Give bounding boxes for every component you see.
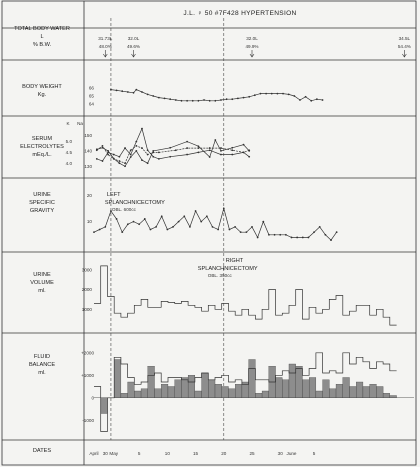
electrolyte-third-point: [186, 147, 188, 149]
electrolytes-axis-header: Na: [77, 121, 83, 126]
specific-gravity-point: [183, 215, 185, 217]
potassium-point: [118, 156, 120, 158]
tbw-percent-label: 48.0%: [98, 44, 112, 49]
balance-bar: [383, 393, 390, 398]
weight-point: [152, 95, 154, 97]
weight-point: [288, 94, 290, 96]
balance-bar: [208, 380, 215, 398]
specific-gravity-point: [178, 221, 180, 223]
weight-point: [276, 93, 278, 95]
panel-label: mEq./L.: [32, 152, 52, 158]
panel-label: SERUM: [31, 136, 53, 142]
potassium-point: [231, 154, 233, 156]
balance-bar: [296, 366, 303, 398]
sodium-point: [135, 150, 137, 152]
potassium-point: [248, 156, 250, 158]
sodium-point: [209, 156, 211, 158]
weight-point: [147, 94, 149, 96]
tbw-value-label: 34.5L: [398, 36, 411, 41]
potassium-point: [186, 154, 188, 156]
event-sublabel: OBL. 350cc: [207, 273, 232, 278]
weight-point: [305, 96, 307, 98]
balance-bar: [363, 387, 370, 398]
weight-point: [192, 100, 194, 102]
balance-bar: [282, 380, 289, 398]
weight-point: [282, 93, 284, 95]
balance-bar: [309, 378, 316, 398]
potassium-point: [102, 160, 104, 162]
panel-label: BODY WEIGHT: [22, 84, 62, 90]
electrolyte-third-point: [220, 147, 222, 149]
panel-label: L: [40, 34, 44, 40]
potassium-tick-label: 4.0: [65, 160, 72, 166]
panel-label: GRAVITY: [29, 208, 55, 214]
weight-point: [316, 98, 318, 100]
panel-label: ml.: [38, 288, 46, 294]
electrolyte-third-point: [124, 162, 126, 164]
potassium-point: [197, 152, 199, 154]
specific-gravity-point: [229, 229, 231, 231]
date-tick-label: April: [89, 451, 99, 456]
balance-bar: [215, 384, 222, 398]
balance-bar: [390, 396, 397, 398]
specific-gravity-point: [262, 221, 264, 223]
potassium-point: [147, 149, 149, 151]
specific-gravity-point: [161, 215, 163, 217]
weight-point: [181, 100, 183, 102]
balance-bar: [101, 398, 108, 414]
specific-gravity-point: [195, 210, 197, 212]
specific-gravity-point: [274, 234, 276, 236]
weight-point: [203, 99, 205, 101]
panel-label: Kg.: [37, 92, 47, 98]
balance-bar: [134, 391, 141, 398]
weight-point: [226, 98, 228, 100]
weight-point: [175, 99, 177, 101]
panel-label: FLUID: [33, 354, 51, 360]
tbw-value-label: 32.0L: [246, 36, 258, 41]
sodium-point: [231, 147, 233, 149]
balance-bar: [128, 382, 135, 398]
electrolyte-third-point: [152, 152, 154, 154]
balance-bar: [161, 384, 168, 398]
specific-gravity-point: [296, 237, 298, 239]
urine-tick-label: 3000: [81, 267, 92, 273]
specific-gravity-point: [116, 218, 118, 220]
balance-bar: [370, 384, 377, 398]
weight-point: [231, 98, 233, 100]
sodium-tick-label: 150: [84, 133, 92, 139]
specific-gravity-point: [245, 231, 247, 233]
specific-gravity-point: [93, 231, 95, 233]
sodium-point: [169, 147, 171, 149]
weight-point: [299, 99, 301, 101]
tbw-value-label: 32.0L: [127, 36, 140, 41]
potassium-tick-label: 4.5: [65, 150, 72, 155]
panel-label: DATES: [32, 448, 52, 454]
sg-tick-label: 10: [86, 219, 92, 225]
weight-point: [237, 98, 239, 100]
electrolyte-third-point: [197, 147, 199, 149]
event-label: SPLANCHNICECTOMY: [197, 266, 258, 272]
specific-gravity-point: [217, 229, 219, 231]
weight-point: [197, 100, 199, 102]
specific-gravity-point: [172, 226, 174, 228]
specific-gravity-point: [234, 226, 236, 228]
date-tick-label: 5: [137, 451, 141, 456]
electrolyte-third-point: [118, 160, 120, 162]
balance-bar: [289, 364, 296, 398]
specific-gravity-point: [291, 237, 293, 239]
sodium-point: [186, 141, 188, 143]
balance-bar: [222, 387, 229, 398]
electrolytes-axis-header: K: [66, 121, 70, 126]
date-tick-label: 30: [102, 451, 108, 456]
potassium-point: [135, 141, 137, 143]
weight-point: [127, 91, 129, 93]
balance-bar: [343, 378, 350, 398]
specific-gravity-point: [189, 226, 191, 228]
specific-gravity-point: [336, 231, 338, 233]
specific-gravity-point: [138, 223, 140, 225]
potassium-tick-label: 5.0: [65, 139, 72, 145]
date-tick-label: 10: [164, 451, 170, 456]
specific-gravity-point: [133, 221, 135, 223]
sodium-point: [197, 145, 199, 147]
panel-label: TOTAL BODY WATER: [14, 26, 70, 32]
sg-tick-label: 20: [86, 192, 92, 198]
weight-point: [164, 98, 166, 100]
sodium-tick-label: 140: [84, 148, 92, 154]
date-tick-label: 5: [312, 451, 316, 456]
specific-gravity-point: [285, 234, 287, 236]
tbw-percent-label: 49.6%: [126, 44, 141, 49]
potassium-point: [169, 156, 171, 158]
specific-gravity-point: [240, 231, 242, 233]
sodium-point: [152, 150, 154, 152]
balance-bar: [202, 373, 209, 398]
balance-bar: [276, 378, 283, 398]
weight-point: [209, 100, 211, 102]
balance-bar: [329, 389, 336, 398]
specific-gravity-point: [155, 226, 157, 228]
sodium-tick-label: 130: [84, 163, 92, 169]
event-label: SPLANCHNICECTOMY: [104, 200, 165, 206]
specific-gravity-point: [206, 215, 208, 217]
balance-bar: [302, 380, 309, 398]
balance-bar: [175, 380, 182, 398]
chart-header: J.L. ♀ 50 #7F428 HYPERTENSION: [183, 10, 297, 17]
specific-gravity-point: [257, 237, 259, 239]
potassium-point: [130, 154, 132, 156]
specific-gravity-point: [166, 229, 168, 231]
specific-gravity-point: [223, 208, 225, 210]
panel-label: % B.W.: [32, 42, 52, 48]
electrolyte-third-point: [141, 147, 143, 149]
sodium-point: [214, 139, 216, 141]
electrolyte-third-point: [231, 149, 233, 151]
weight-point: [322, 99, 324, 101]
balance-bar: [168, 387, 175, 398]
electrolyte-third-point: [107, 154, 109, 156]
weight-point: [293, 95, 295, 97]
weight-point: [186, 100, 188, 102]
balance-bar: [249, 360, 256, 398]
balance-tick-label: -1000: [82, 417, 94, 423]
balance-tick-label: +1000: [81, 372, 94, 378]
electrolyte-third-point: [130, 149, 132, 151]
event-label: RIGHT: [225, 258, 244, 264]
weight-point: [116, 90, 118, 92]
urine-tick-label: 2000: [81, 287, 92, 293]
sodium-point: [147, 162, 149, 164]
electrolyte-third-point: [175, 149, 177, 151]
specific-gravity-point: [319, 226, 321, 228]
balance-bar: [195, 391, 202, 398]
potassium-point: [141, 128, 143, 130]
electrolyte-third-point: [158, 152, 160, 154]
weight-point: [220, 99, 222, 101]
balance-bar: [255, 393, 262, 398]
weight-point: [265, 93, 267, 95]
weight-point: [254, 94, 256, 96]
specific-gravity-point: [330, 239, 332, 241]
weight-point: [133, 92, 135, 94]
weight-tick-label: 64: [88, 101, 94, 107]
panel-label: VOLUME: [30, 280, 54, 286]
specific-gravity-point: [212, 226, 214, 228]
potassium-point: [96, 158, 98, 160]
specific-gravity-point: [268, 234, 270, 236]
balance-tick-label: +2000: [81, 350, 94, 356]
weight-point: [141, 91, 143, 93]
balance-tick-label: 0: [91, 395, 94, 401]
event-sublabel: OBL. 600cc: [111, 207, 136, 212]
specific-gravity-point: [324, 234, 326, 236]
balance-bar: [121, 393, 128, 398]
electrolyte-third-point: [147, 154, 149, 156]
weight-point: [121, 90, 123, 92]
sodium-point: [102, 147, 104, 149]
potassium-point: [113, 154, 115, 156]
urine-tick-label: 1000: [81, 306, 92, 312]
specific-gravity-point: [279, 234, 281, 236]
date-tick-label: 30: [277, 451, 283, 456]
specific-gravity-point: [121, 231, 123, 233]
balance-bar: [376, 387, 383, 398]
electrolyte-third-point: [113, 158, 115, 160]
balance-bar: [141, 389, 148, 398]
weight-point: [158, 97, 160, 99]
potassium-point: [124, 147, 126, 149]
weight-point: [243, 97, 245, 99]
date-tick-label: May: [109, 451, 119, 456]
weight-tick-label: 66: [88, 85, 94, 91]
weight-point: [310, 100, 312, 102]
specific-gravity-point: [200, 221, 202, 223]
date-tick-label: June: [286, 451, 297, 456]
sodium-point: [141, 159, 143, 161]
weight-point: [135, 89, 137, 91]
weight-tick-label: 65: [88, 93, 94, 99]
balance-bar: [262, 391, 269, 398]
specific-gravity-point: [104, 226, 106, 228]
panel-label: ELECTROLYTES: [20, 144, 64, 150]
balance-bar: [114, 360, 121, 398]
weight-point: [214, 100, 216, 102]
balance-bar: [228, 389, 235, 398]
weight-point: [271, 93, 273, 95]
balance-bar: [181, 378, 188, 398]
electrolyte-third-point: [209, 147, 211, 149]
potassium-point: [209, 149, 211, 151]
balance-bar: [316, 391, 323, 398]
specific-gravity-point: [251, 226, 253, 228]
balance-bar: [155, 389, 162, 398]
potassium-point: [158, 158, 160, 160]
potassium-point: [152, 156, 154, 158]
electrolyte-third-point: [243, 152, 245, 154]
panel-label: URINE: [33, 272, 51, 278]
sodium-point: [124, 165, 126, 167]
electrolyte-third-point: [96, 149, 98, 151]
balance-bar: [235, 384, 242, 398]
weight-point: [169, 98, 171, 100]
weight-point: [260, 93, 262, 95]
panel-label: BALANCE: [28, 362, 56, 368]
electrolyte-third-point: [102, 145, 104, 147]
potassium-point: [220, 154, 222, 156]
date-tick-label: 25: [249, 451, 255, 456]
balance-bar: [336, 384, 343, 398]
weight-point: [248, 96, 250, 98]
specific-gravity-point: [313, 231, 315, 233]
tbw-percent-label: 54.4%: [397, 44, 411, 49]
sodium-point: [220, 150, 222, 152]
date-tick-label: 20: [221, 451, 227, 456]
balance-bar: [148, 366, 155, 398]
date-tick-label: 15: [193, 451, 199, 456]
panel-label: URINE: [33, 192, 51, 198]
specific-gravity-point: [150, 229, 152, 231]
sodium-point: [130, 156, 132, 158]
panel-label: ml.: [38, 370, 46, 376]
balance-bar: [188, 375, 195, 398]
tbw-percent-label: 49.9%: [245, 44, 259, 49]
sodium-point: [243, 144, 245, 146]
tbw-value-label: 31.73L: [98, 36, 113, 41]
sodium-point: [107, 150, 109, 152]
specific-gravity-point: [308, 237, 310, 239]
balance-bar: [356, 382, 363, 398]
sodium-point: [118, 162, 120, 164]
balance-bar: [349, 387, 356, 398]
panel-label: SPECIFIC: [29, 200, 55, 206]
specific-gravity-point: [302, 237, 304, 239]
specific-gravity-point: [144, 218, 146, 220]
specific-gravity-point: [99, 229, 101, 231]
weight-point: [110, 89, 112, 91]
electrolyte-third-point: [248, 149, 250, 151]
electrolyte-third-point: [135, 145, 137, 147]
balance-bar: [323, 380, 330, 398]
event-label: LEFT: [106, 192, 121, 198]
specific-gravity-point: [127, 223, 129, 225]
